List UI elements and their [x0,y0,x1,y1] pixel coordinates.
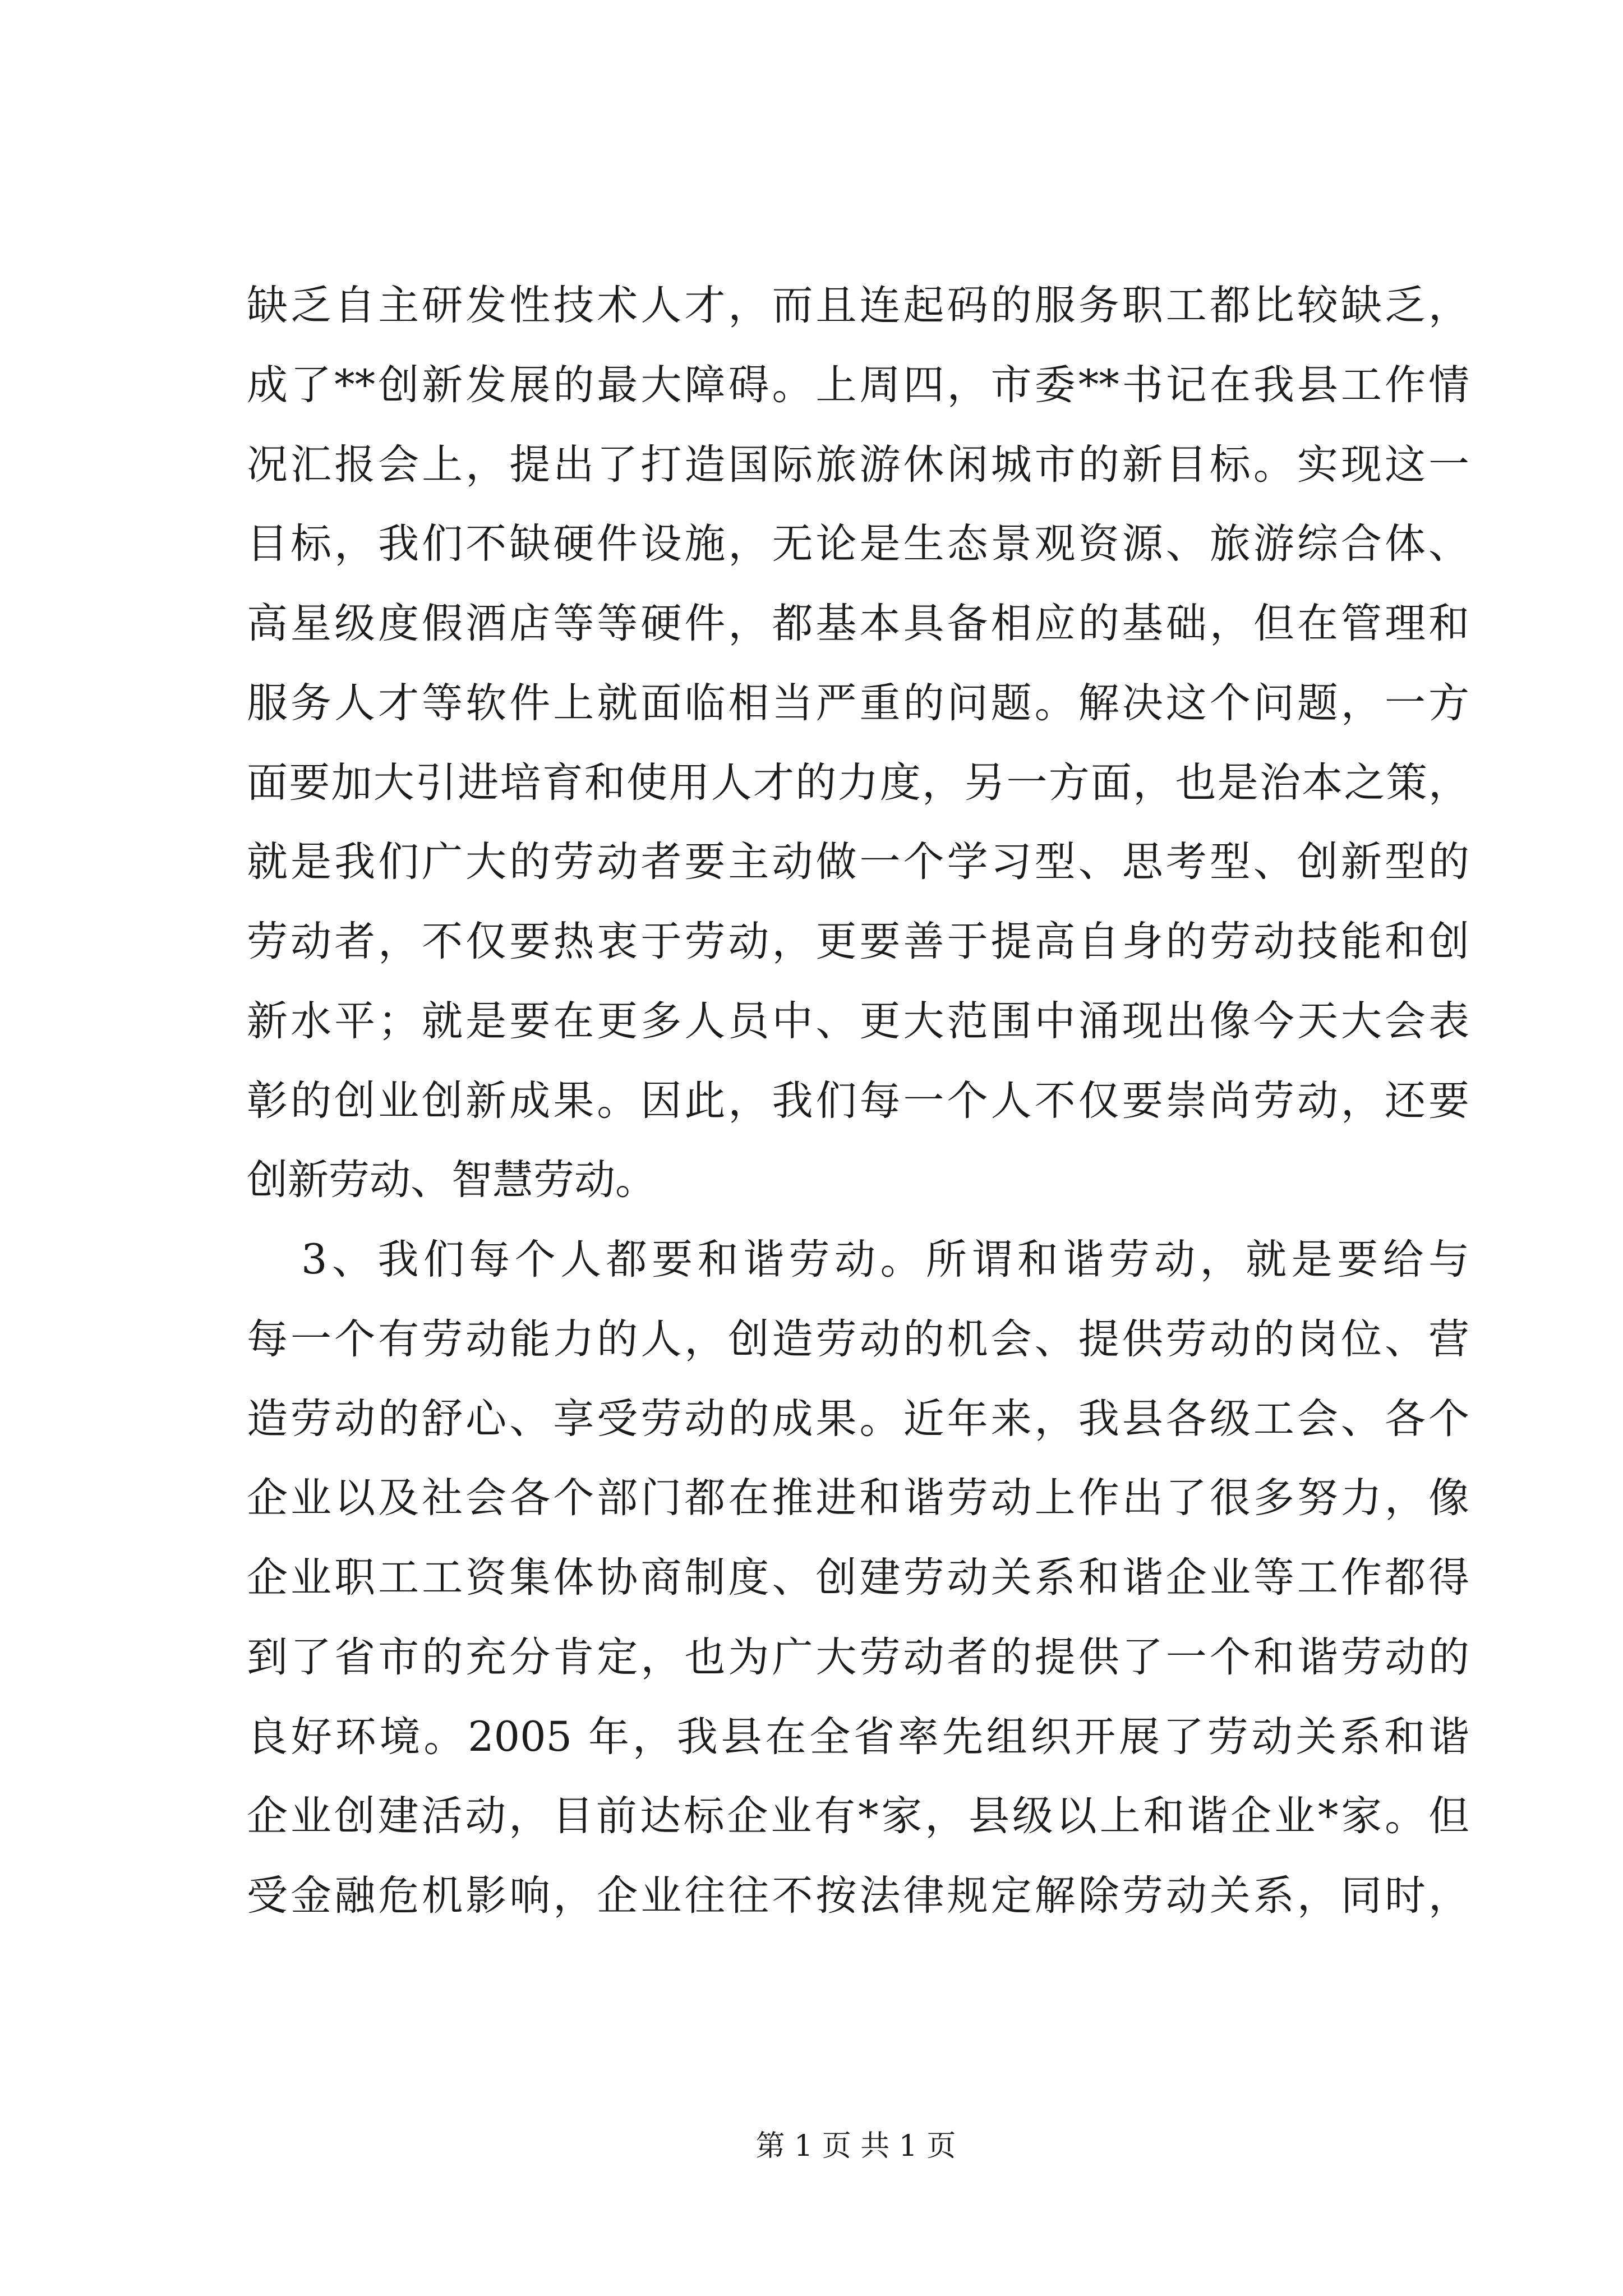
text-line: 劳动者，不仅要热衷于劳动，更要善于提高自身的劳动技能和创 [247,918,1469,965]
text-line: 服务人才等软件上就面临相当严重的问题。解决这个问题，一方 [247,679,1469,727]
text-line: 企业职工工资集体协商制度、创建劳动关系和谐企业等工作都得 [247,1554,1469,1602]
document-body [247,266,1469,1936]
paragraph-talent-innovation [247,266,1469,1220]
text-line: 高星级度假酒店等等硬件，都基本具备相应的基础，但在管理和 [247,600,1469,647]
text-line: 每一个有劳动能力的人，创造劳动的机会、提供劳动的岗位、营 [247,1315,1469,1363]
text-line: 造劳动的舒心、享受劳动的成果。近年来，我县各级工会、各个 [247,1395,1469,1443]
text-line: 况汇报会上，提出了打造国际旅游休闲城市的新目标。实现这一 [247,440,1469,489]
text-line: 到了省市的充分肯定，也为广大劳动者的提供了一个和谐劳动的 [247,1633,1469,1681]
text-line: 企业以及社会各个部门都在推进和谐劳动上作出了很多努力，像 [247,1474,1469,1522]
text-line: 就是我们广大的劳动者要主动做一个学习型、思考型、创新型的 [247,838,1469,886]
text-line: 面要加大引进培育和使用人才的力度，另一方面，也是治本之策， [247,758,1469,807]
text-line: 创新劳动、智慧劳动。 [247,1156,656,1204]
text-line: 良好环境。2005 年，我县在全省率先组织开展了劳动关系和谐 [247,1713,1469,1761]
text-line: 成了**创新发展的最大障碍。上周四，市委**书记在我县工作情 [247,361,1469,409]
text-line: 缺乏自主研发性技术人才，而且连起码的服务职工都比较缺乏， [247,282,1469,329]
paragraph-harmonious-labor [247,1220,1469,1936]
text-line: 企业创建活动，目前达标企业有*家，县级以上和谐企业*家。但 [247,1792,1469,1841]
text-line: 彰的创业创新成果。因此，我们每一个人不仅要崇尚劳动，还要 [247,1076,1469,1125]
text-line: 3、我们每个人都要和谐劳动。所谓和谐劳动，就是要给与 [301,1236,1469,1283]
text-line: 新水平；就是要在更多人员中、更大范围中涌现出像今天大会表 [247,997,1469,1045]
text-line: 受金融危机影响，企业往往不按法律规定解除劳动关系，同时， [247,1872,1469,1920]
text-line: 目标，我们不缺硬件设施，无论是生态景观资源、旅游综合体、 [247,520,1469,568]
page-number-footer: 第 1 页 共 1 页 [755,2129,956,2163]
